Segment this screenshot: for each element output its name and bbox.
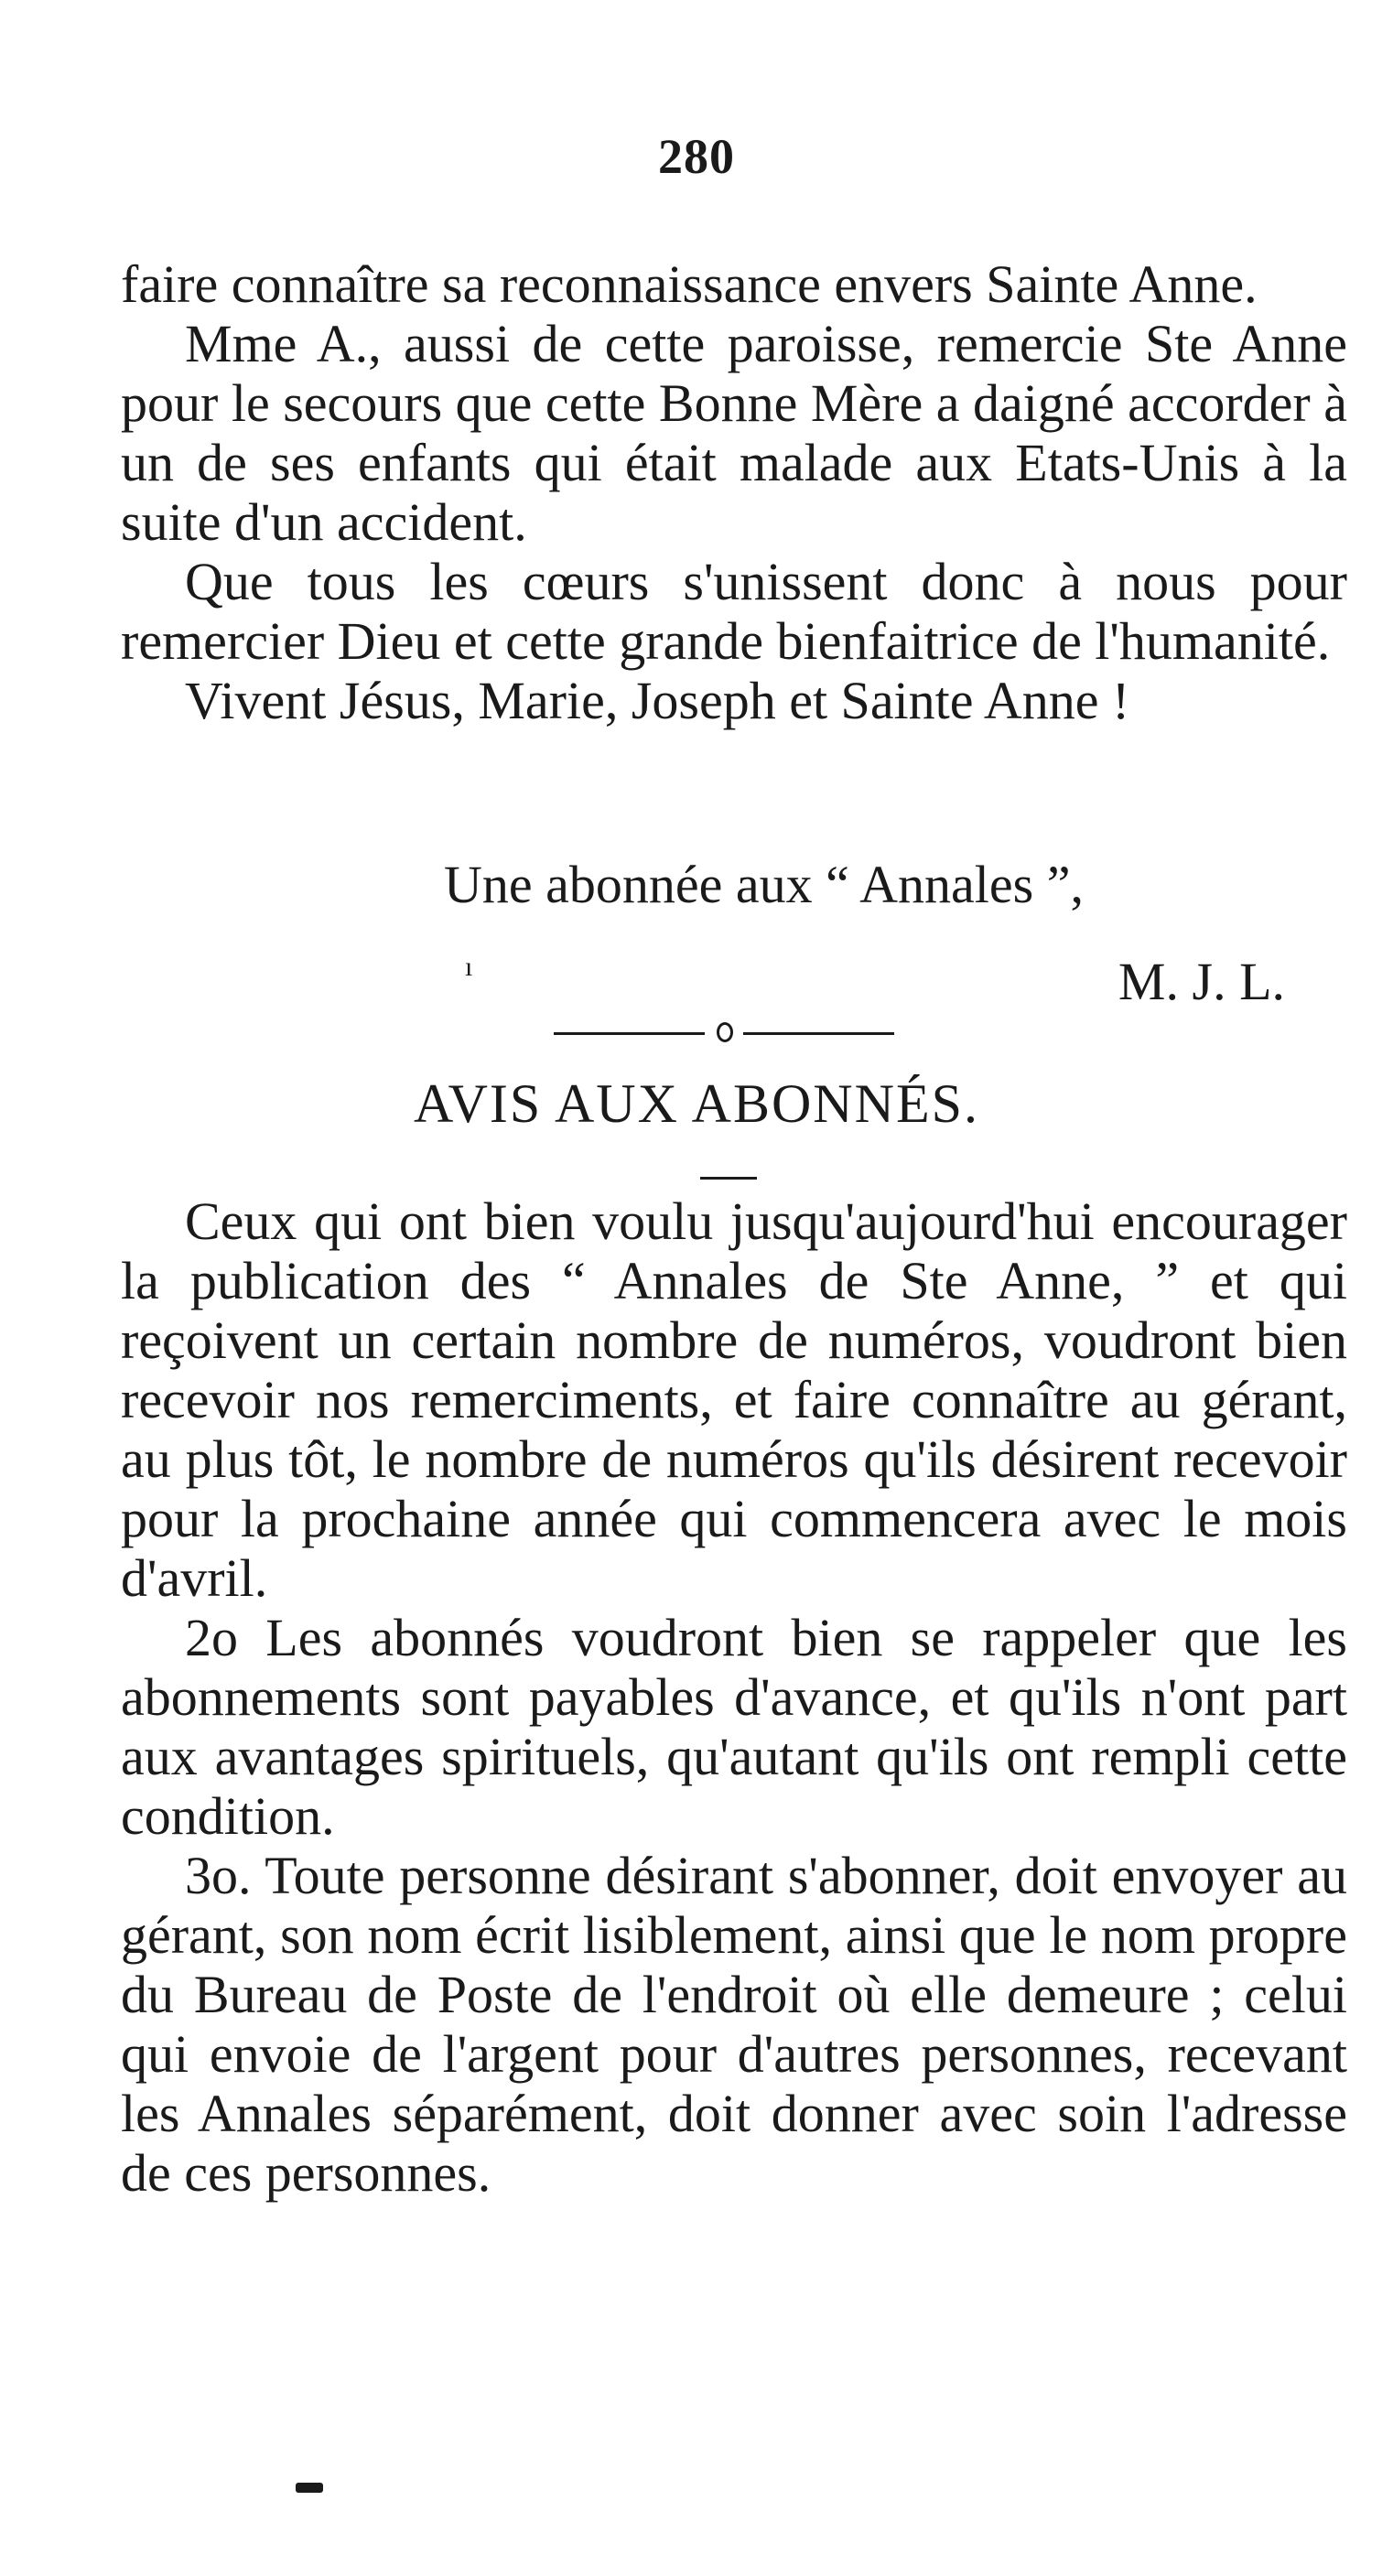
letter-paragraph: Vivent Jésus, Marie, Joseph et Sainte Anne ! [185, 671, 1130, 730]
divider-rule-right [743, 1032, 894, 1035]
letter-signature: Une abonnée aux “ Annales ”, [444, 855, 1084, 914]
divider-ring [717, 1022, 733, 1042]
notice-body [121, 1191, 1347, 2203]
letter-paragraph: faire connaître sa reconnaissance envers Sainte Anne. [121, 254, 1258, 314]
bottom-ink-mark [296, 2483, 323, 2493]
notice-paragraph: 3o. Toute personne désirant s'abonner, doit envoyer au gérant, son nom écrit lisiblement, ainsi que le nom propre du Bureau de Poste de l'endroit où elle demeure ; celui qui envoie de l'argent pour d'autres personnes, recevant les Annales séparément, doit donner avec soin l'adresse de ces personnes. [121, 1846, 1347, 2203]
section-divider-ornament [0, 1014, 1393, 1051]
divider-rule-left [554, 1032, 705, 1035]
page-number: 280 [658, 129, 735, 184]
letter-paragraph: Que tous les cœurs s'unissent donc à nous pour remercier Dieu et cette grande bienfaitrice de l'humanité. [121, 552, 1347, 671]
stray-print-mark: ı [465, 952, 473, 982]
notice-paragraph: Ceux qui ont bien voulu jusqu'aujourd'hui encourager la publication des “ Annales de Ste Anne, ” et qui reçoivent un certain nombre de numéros, voudront bien recevoir nos remerciments, et faire connaître au gérant, au plus tôt, le nombre de numéros qu'ils désirent recevoir pour la prochaine année qui commencera avec le mois d'avril. [121, 1191, 1347, 1608]
letter-paragraph: Mme A., aussi de cette paroisse, remercie Ste Anne pour le secours que cette Bonne Mère a daigné accorder à un de ses enfants qui était malade aux Etats-Unis à la suite d'un accident. [121, 314, 1347, 552]
notice-title: AVIS AUX ABONNÉS. [413, 1073, 979, 1134]
title-underline-rule [700, 1177, 757, 1180]
letter-initials: M. J. L. [1118, 952, 1285, 1011]
letter-body [121, 254, 1347, 730]
notice-paragraph: 2o Les abonnés voudront bien se rappeler que les abonnements sont payables d'avance, et qu'ils n'ont part aux avantages spirituels, qu'autant qu'ils ont rempli cette condition. [121, 1608, 1347, 1846]
